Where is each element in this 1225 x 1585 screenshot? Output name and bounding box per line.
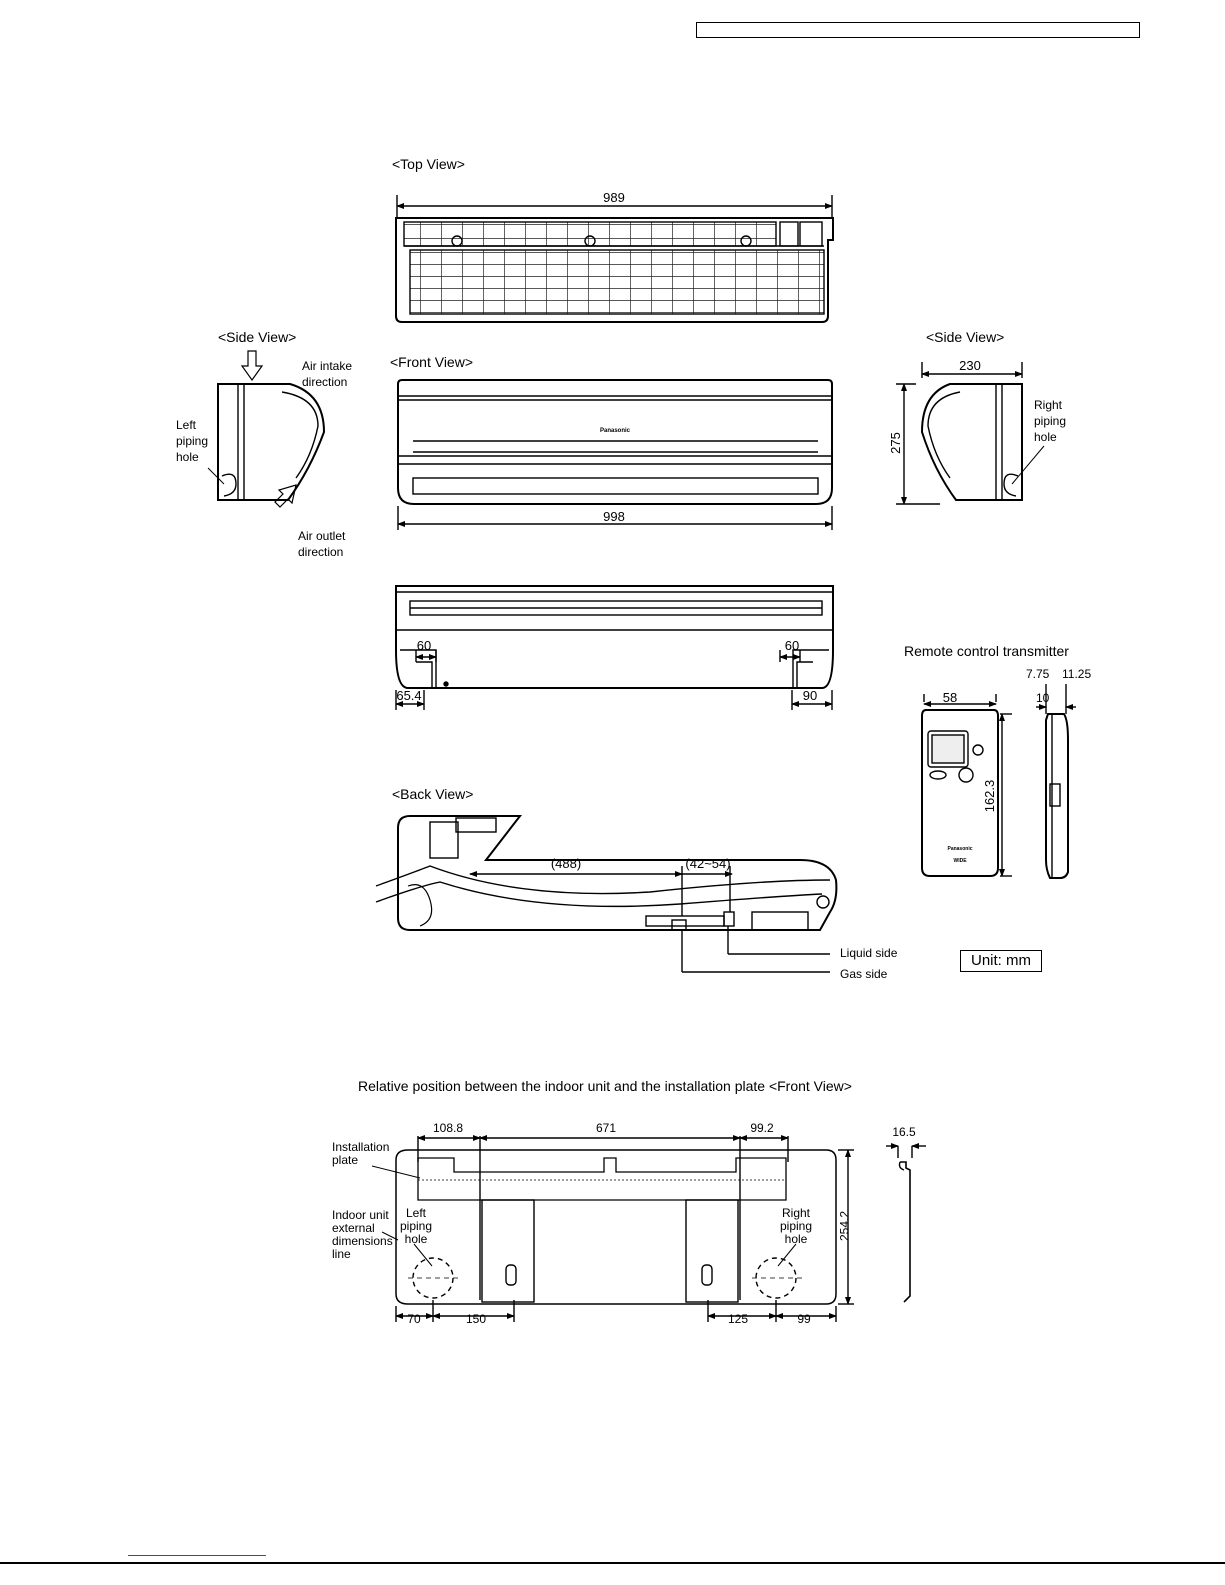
remote-title: Remote control transmitter [904, 643, 1069, 659]
top-view [396, 195, 833, 322]
dim-plate-992: 99.2 [750, 1121, 774, 1135]
front-view-title: <Front View> [390, 354, 474, 370]
dim-plate-99: 99 [797, 1312, 811, 1326]
dim-side-height: 275 [888, 432, 903, 454]
plate-right-piping-label-2: piping [779, 1219, 813, 1233]
dim-remote-width: 58 [942, 690, 958, 705]
dim-bottom-left-65: 65.4 [396, 688, 422, 703]
dim-plate-150: 150 [465, 1312, 487, 1326]
dim-bottom-right-90: 90 [802, 688, 818, 703]
dim-back-42-54: (42~54) [685, 856, 731, 871]
back-view [376, 816, 836, 972]
dim-plate-671: 671 [595, 1121, 617, 1135]
left-piping-label-2: piping [176, 434, 209, 448]
dim-plate-125: 125 [727, 1312, 749, 1326]
plate-right-piping-label-3: hole [784, 1232, 808, 1246]
installation-plate-label-2: plate [332, 1153, 359, 1167]
left-piping-label-3: hole [176, 450, 199, 464]
indoor-unit-line-label-4: line [332, 1247, 351, 1261]
top-view-title: <Top View> [392, 156, 465, 172]
bottom-view [396, 586, 833, 710]
dim-remote-height: 162.3 [982, 779, 997, 813]
dim-top-width: 989 [603, 190, 625, 205]
remote-brand: Panasonic [947, 846, 973, 852]
plate-right-piping-label-1: Right [781, 1206, 811, 1220]
dim-back-488: (488) [550, 856, 582, 871]
right-piping-label-1: Right [1034, 398, 1063, 412]
unit-label: Unit: mm [960, 950, 1042, 972]
right-piping-label-3: hole [1034, 430, 1057, 444]
dim-remote-10: 10 [1036, 691, 1050, 705]
back-view-title: <Back View> [392, 786, 474, 802]
right-side-view-title: <Side View> [926, 329, 1005, 345]
dim-remote-775: 7.75 [1026, 667, 1050, 681]
gas-side-label: Gas side [840, 967, 888, 981]
installation-plate-label-1: Installation [332, 1140, 390, 1154]
left-side-view-title: <Side View> [218, 329, 297, 345]
plate-left-piping-label-2: piping [399, 1219, 433, 1233]
dim-front-width: 998 [603, 509, 625, 524]
air-intake-label-2: direction [302, 375, 348, 389]
footer-link[interactable] [128, 1555, 266, 1556]
dim-plate-1088: 108.8 [432, 1121, 464, 1135]
dim-bottom-right-60: 60 [784, 638, 800, 653]
air-intake-label-1: Air intake [302, 359, 353, 373]
air-outlet-label-1: Air outlet [298, 529, 346, 543]
dim-side-depth: 230 [959, 358, 981, 373]
plate-left-piping-label-1: Left [405, 1206, 427, 1220]
dim-plate-2542: 254.2 [837, 1210, 852, 1242]
remote-control [922, 684, 1076, 878]
air-outlet-label-2: direction [298, 545, 344, 559]
footer-rule [0, 1562, 1225, 1564]
front-view [398, 380, 832, 530]
indoor-unit-line-label-2: external [332, 1221, 375, 1235]
dim-plate-70: 70 [407, 1312, 421, 1326]
indoor-unit-line-label-1: Indoor unit [332, 1208, 389, 1222]
right-side-view [896, 362, 1044, 504]
front-brand-logo: Panasonic [599, 428, 631, 434]
dim-bottom-left-60: 60 [416, 638, 432, 653]
right-piping-label-2: piping [1034, 414, 1067, 428]
dim-remote-1125: 11.25 [1062, 667, 1092, 681]
relative-position-title: Relative position between the indoor unit and the installation plate <Front View> [358, 1078, 852, 1094]
left-piping-label-1: Left [176, 418, 197, 432]
indoor-unit-line-label-3: dimensions [332, 1234, 393, 1248]
remote-badge: WIDE [953, 858, 967, 864]
liquid-side-label: Liquid side [840, 946, 898, 960]
dim-plate-165: 16.5 [892, 1125, 916, 1139]
plate-left-piping-label-3: hole [404, 1232, 428, 1246]
